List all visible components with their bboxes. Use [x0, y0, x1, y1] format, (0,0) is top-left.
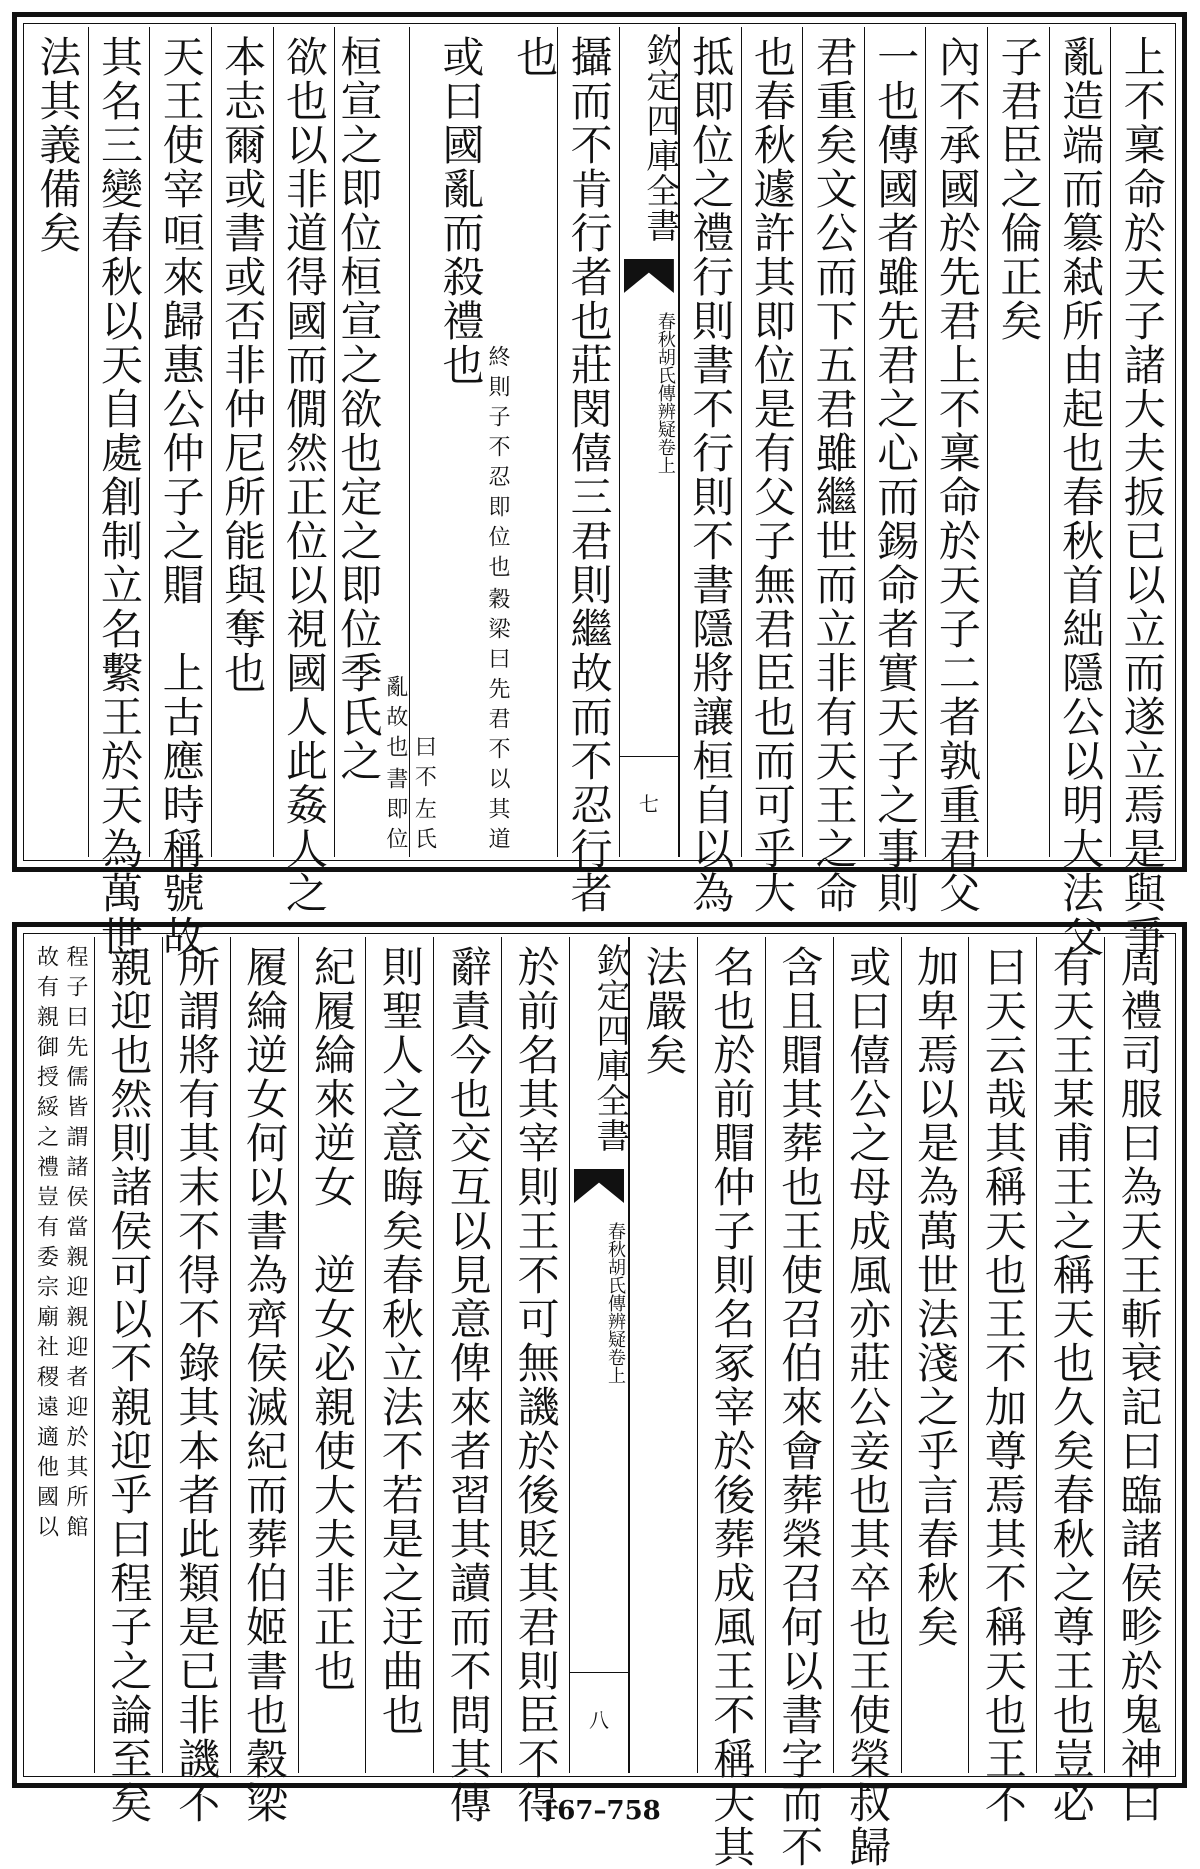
text-column [501, 937, 569, 1825]
column-text: 辭責今也交互以見意俾來者習其讀而不問其傳 [443, 945, 493, 1825]
center-fold [569, 937, 629, 1773]
text-column [88, 27, 150, 959]
note-line: 亂故也 [382, 675, 408, 765]
column-text: 本志爾或書或否非仲尼所能與奪也 [218, 35, 268, 695]
text-column [149, 27, 211, 959]
column-text: 亂造端而簒弒所由起也春秋首絀隱公以明大法父 [1056, 35, 1106, 959]
mixed-column [410, 35, 560, 857]
column-text: 也春秋遽許其即位是有父子無君臣也而可乎大 [747, 35, 797, 915]
text-column [334, 27, 409, 857]
book-title: 欽定四庫全書 [590, 943, 630, 1153]
column-text: 上不稟命於天子諸大夫扳已以立而遂立焉是與爭 [1117, 35, 1167, 959]
text-column [1036, 937, 1104, 1825]
commentary-notes [32, 945, 89, 1773]
main-text: 或曰國亂而殺禮也 [436, 35, 486, 387]
column-text: 天王使宰咺來歸惠公仲子之賵 上古應時稱號故 [156, 35, 206, 959]
column-text: 曰天云哉其稱天也王不加尊焉其不稱天也王不 [978, 945, 1028, 1825]
column-text: 於前名其宰則王不可無譏於後貶其君則臣不得 [511, 945, 561, 1825]
book-subtitle [570, 1222, 628, 1384]
mixed-column [335, 35, 409, 857]
column-text: 欲也以非道得國而僩然正位以視國人此姦人之 [279, 35, 329, 915]
column-text: 法其義備矣 [33, 35, 83, 255]
column-text: 其名三變春秋以天自處創制立名繫王於天為萬世 [95, 35, 145, 959]
fish-tail-mark [624, 259, 674, 293]
note-line: 程子曰先儒皆謂諸侯當親迎親迎者迎於其所館 [62, 945, 88, 1545]
text-column [987, 27, 1049, 857]
text-column [433, 937, 501, 1825]
volume-label: 卷上 [654, 438, 676, 474]
text-column [968, 937, 1036, 1825]
note-line: 終則子不忍即位也 [485, 345, 511, 585]
text-column [1110, 27, 1172, 959]
text-column [94, 937, 162, 1825]
text-column [679, 27, 741, 915]
column-text: 所謂將有其末不得不錄其本者此類是已非譏不 [172, 945, 222, 1825]
text-column [925, 27, 987, 915]
commentary-notes [484, 35, 512, 857]
subtitle-text: 春秋胡氏傳辨疑 [654, 312, 676, 438]
column-text: 加卑焉以是為萬世法淺之乎言春秋矣 [911, 945, 961, 1649]
text-column [741, 27, 803, 915]
text-column [211, 27, 273, 857]
note-line: 故有親御授綏之禮豈有委宗廟社稷遠適他國以 [33, 945, 59, 1545]
text-column [557, 27, 619, 915]
text-column [365, 937, 433, 1773]
note-line: 左氏 [411, 797, 437, 857]
commentary-notes [410, 35, 438, 857]
leaf-number: 七 [638, 792, 659, 816]
text-column [273, 27, 335, 915]
column-text: 履綸逆女何以書為齊侯滅紀而葬伯姬書也穀梁 [240, 945, 290, 1825]
text-column [901, 937, 969, 1773]
column-text: 親迎也然則諸侯可以不親迎乎曰程子之論至矣 [104, 945, 154, 1825]
column-text: 或曰僖公之母成風亦莊公妾也其卒也王使榮叔歸 [843, 945, 893, 1869]
text-column [697, 937, 765, 1869]
volume-label: 卷上 [605, 1348, 626, 1384]
note-line: 曰不 [411, 735, 437, 795]
commentary-notes [381, 35, 409, 857]
fish-tail-mark [574, 1169, 624, 1203]
fold-divider [620, 756, 678, 757]
column-text: 含且賵其葬也王使召伯來會葬榮召何以書字而不 [775, 945, 825, 1869]
upper-page [12, 12, 1187, 959]
text-column [162, 937, 230, 1825]
column-text: 周禮司服曰為天王斬衰記曰臨諸侯畛於鬼神曰 [1114, 945, 1164, 1825]
column-text: 子君臣之倫正矣 [994, 35, 1044, 343]
column-text: 攝而不肯行者也莊閔僖三君則繼故而不忍行者 [564, 35, 614, 915]
leaf-number: 八 [589, 1708, 609, 1732]
center-fold [619, 27, 679, 857]
text-column [230, 937, 298, 1825]
text-column [1104, 937, 1172, 1825]
text-column [409, 27, 560, 857]
note-line: 穀梁曰先君不以其道 [485, 587, 511, 857]
text-column [298, 937, 366, 1773]
main-text: 桓宣之即位桓宣之欲也定之即位季氏之 [334, 35, 384, 783]
text-column [765, 937, 833, 1869]
text-column [864, 27, 926, 915]
column-text: 名也於前賵仲子則名冢宰於後葬成風王不稱天其 [707, 945, 757, 1869]
column-text: 則聖人之意晦矣春秋立法不若是之迂曲也 [375, 945, 425, 1737]
column-text: 紀履綸來逆女 逆女必親使大夫非正也 [308, 945, 358, 1693]
text-column [833, 937, 901, 1869]
column-text: 抵即位之禮行則書不行則不書隱將讓桓自以為 [686, 35, 736, 915]
main-text: 也 [510, 35, 560, 79]
book-title: 欽定四庫全書 [639, 33, 680, 243]
fold-divider [570, 1672, 628, 1673]
column-text: 法嚴矣 [639, 945, 689, 1077]
page-footer-number: 167–758 [539, 1796, 661, 1826]
text-column [802, 27, 864, 915]
column-text: 有天王某甫王之稱天也久矣春秋之尊王也豈必 [1046, 945, 1096, 1825]
text-column [27, 937, 94, 1773]
column-text: 內不承國於先君上不稟命於天子二者孰重君父 [932, 35, 982, 915]
column-text: 一也傳國者雖先君之心而錫命者實天子之事則 [871, 35, 921, 915]
subtitle-text: 春秋胡氏傳辨疑 [605, 1222, 626, 1348]
column-text: 君重矣文公而下五君雖繼世而立非有天王之命 [809, 35, 859, 915]
book-subtitle [620, 312, 678, 474]
note-line: 書即位 [382, 767, 408, 857]
text-column [27, 27, 88, 857]
text-column [1049, 27, 1111, 959]
text-column [629, 937, 697, 1773]
